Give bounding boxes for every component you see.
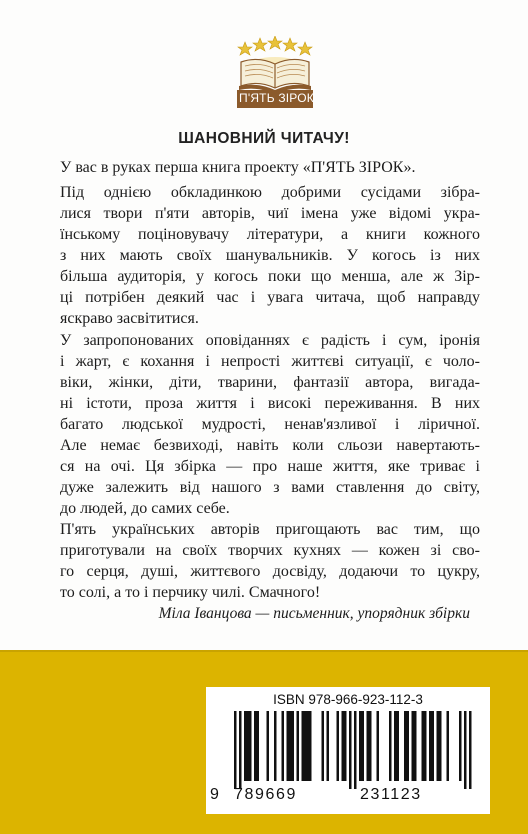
barcode-bar <box>369 711 372 781</box>
barcode-digit-first: 9 <box>210 786 221 803</box>
barcode-bar <box>429 711 432 781</box>
isbn-label: ISBN 978-966-923-112-3 <box>273 692 423 707</box>
barcode-bar <box>344 711 347 781</box>
barcode-bar <box>267 711 270 781</box>
text-line: з них мають своїх шанувальників. У когось із них <box>60 247 480 264</box>
barcode-bar <box>297 711 300 781</box>
barcode-bar <box>464 711 467 789</box>
text-line: лися твори п'яти авторів, чиї імена уже відомі укра- <box>60 205 480 222</box>
barcode-bar <box>249 711 252 781</box>
text-line: ся на очі. Ця збірка — про наше життя, яке триває і <box>60 458 480 475</box>
logo-label: П'ЯТЬ ЗІРОК <box>239 91 314 105</box>
text-line: Але немає безвиході, навіть коли сльози навертають- <box>60 437 480 454</box>
text-line: їнському поціновувачу літератури, а книги кожного <box>60 226 480 243</box>
barcode-bar <box>274 711 277 781</box>
barcode-bar <box>437 711 440 781</box>
barcode-bar <box>292 711 295 781</box>
barcode-bar <box>244 711 247 781</box>
band-edge <box>0 650 528 652</box>
barcode-bar <box>447 711 450 781</box>
barcode-panel <box>206 687 490 814</box>
barcode-bar <box>439 711 442 781</box>
barcode-bar <box>367 711 370 781</box>
barcode-bar <box>239 711 242 789</box>
paragraph-2 <box>60 330 480 519</box>
text-line: і жарт, є кохання і непрості життєві ситуації, є чоло- <box>60 353 480 370</box>
publisher-logo <box>233 36 317 114</box>
barcode-bar <box>337 711 340 781</box>
barcode-bar <box>287 711 290 781</box>
paragraph-3 <box>60 519 480 603</box>
text-line: більша аудиторія, у когось поки що менша, але ж Зір- <box>60 268 480 285</box>
barcode-bar <box>322 711 325 781</box>
barcode-bar <box>254 711 257 781</box>
text-line: У запропонованих оповіданнях є радість і сум, іронія <box>60 332 480 349</box>
barcode-bar <box>422 711 425 781</box>
text-line: П'ять українських авторів пригощають вас тим, що <box>60 521 480 538</box>
barcode-bar <box>349 711 352 789</box>
barcode-digits-right: 231123 <box>360 786 422 803</box>
text-line: го серця, душі, життєвого досвіду, додаючи то цукру, <box>60 563 480 580</box>
author-signature: Міла Іванцова — письменник, упорядник збірки <box>158 605 470 622</box>
barcode-bar <box>362 711 365 781</box>
barcode-bar <box>377 711 380 781</box>
barcode-bar <box>327 711 330 781</box>
barcode-bar <box>359 711 362 781</box>
barcode-bar <box>407 711 410 781</box>
barcode-icon <box>220 711 476 789</box>
barcode-bar <box>302 711 305 781</box>
text-line: яскраво засвітитися. <box>60 310 199 327</box>
barcode-bar <box>459 711 462 781</box>
text-line: до людей, до самих себе. <box>60 500 230 517</box>
text-line: то солі, а то і перчику чилі. Смачного! <box>60 584 321 601</box>
paragraph-1 <box>60 182 480 329</box>
text-line: віки, жінки, діти, тварини, фантазії автора, вигада- <box>60 374 480 391</box>
barcode-bar <box>397 711 400 781</box>
text-line: ці потрібен деякий час і увага читача, щоб направду <box>60 289 480 306</box>
barcode-bar <box>304 711 307 781</box>
barcode-bar <box>394 711 397 781</box>
barcode-bar <box>307 711 310 781</box>
barcode-bar <box>257 711 260 781</box>
barcode-bar <box>432 711 435 781</box>
barcode-bar <box>309 711 312 781</box>
barcode-bar <box>289 711 292 781</box>
barcode-bar <box>354 711 357 789</box>
barcode-bar <box>404 711 407 781</box>
barcode-bar <box>412 711 415 781</box>
barcode-bar <box>424 711 427 781</box>
intro-line: У вас в руках перша книга проекту «П'ЯТЬ ЗІРОК». <box>60 159 416 176</box>
text-line: дуже залежить від нашого з вами ставлення до світу, <box>60 479 480 496</box>
barcode-bar <box>247 711 250 781</box>
page-title: ШАНОВНИЙ ЧИТАЧУ! <box>178 130 350 147</box>
text-line: приготували на своїх творчих кухнях — кожен зі сво- <box>60 542 480 559</box>
barcode-bar <box>234 711 237 789</box>
barcode-bar <box>414 711 417 781</box>
barcode-bar <box>469 711 472 789</box>
barcode-bar <box>389 711 392 781</box>
barcode-bar <box>282 711 285 781</box>
barcode-digits-left: 789669 <box>234 786 297 803</box>
text-line: ні істоти, проза життя і високі переживання. В них <box>60 395 480 412</box>
text-line: Під однією обкладинкою добрими сусідами зібра- <box>60 184 480 201</box>
barcode-bar <box>342 711 345 781</box>
text-line: багато людської мудрості, ненав'язливої і ліричної. <box>60 416 480 433</box>
